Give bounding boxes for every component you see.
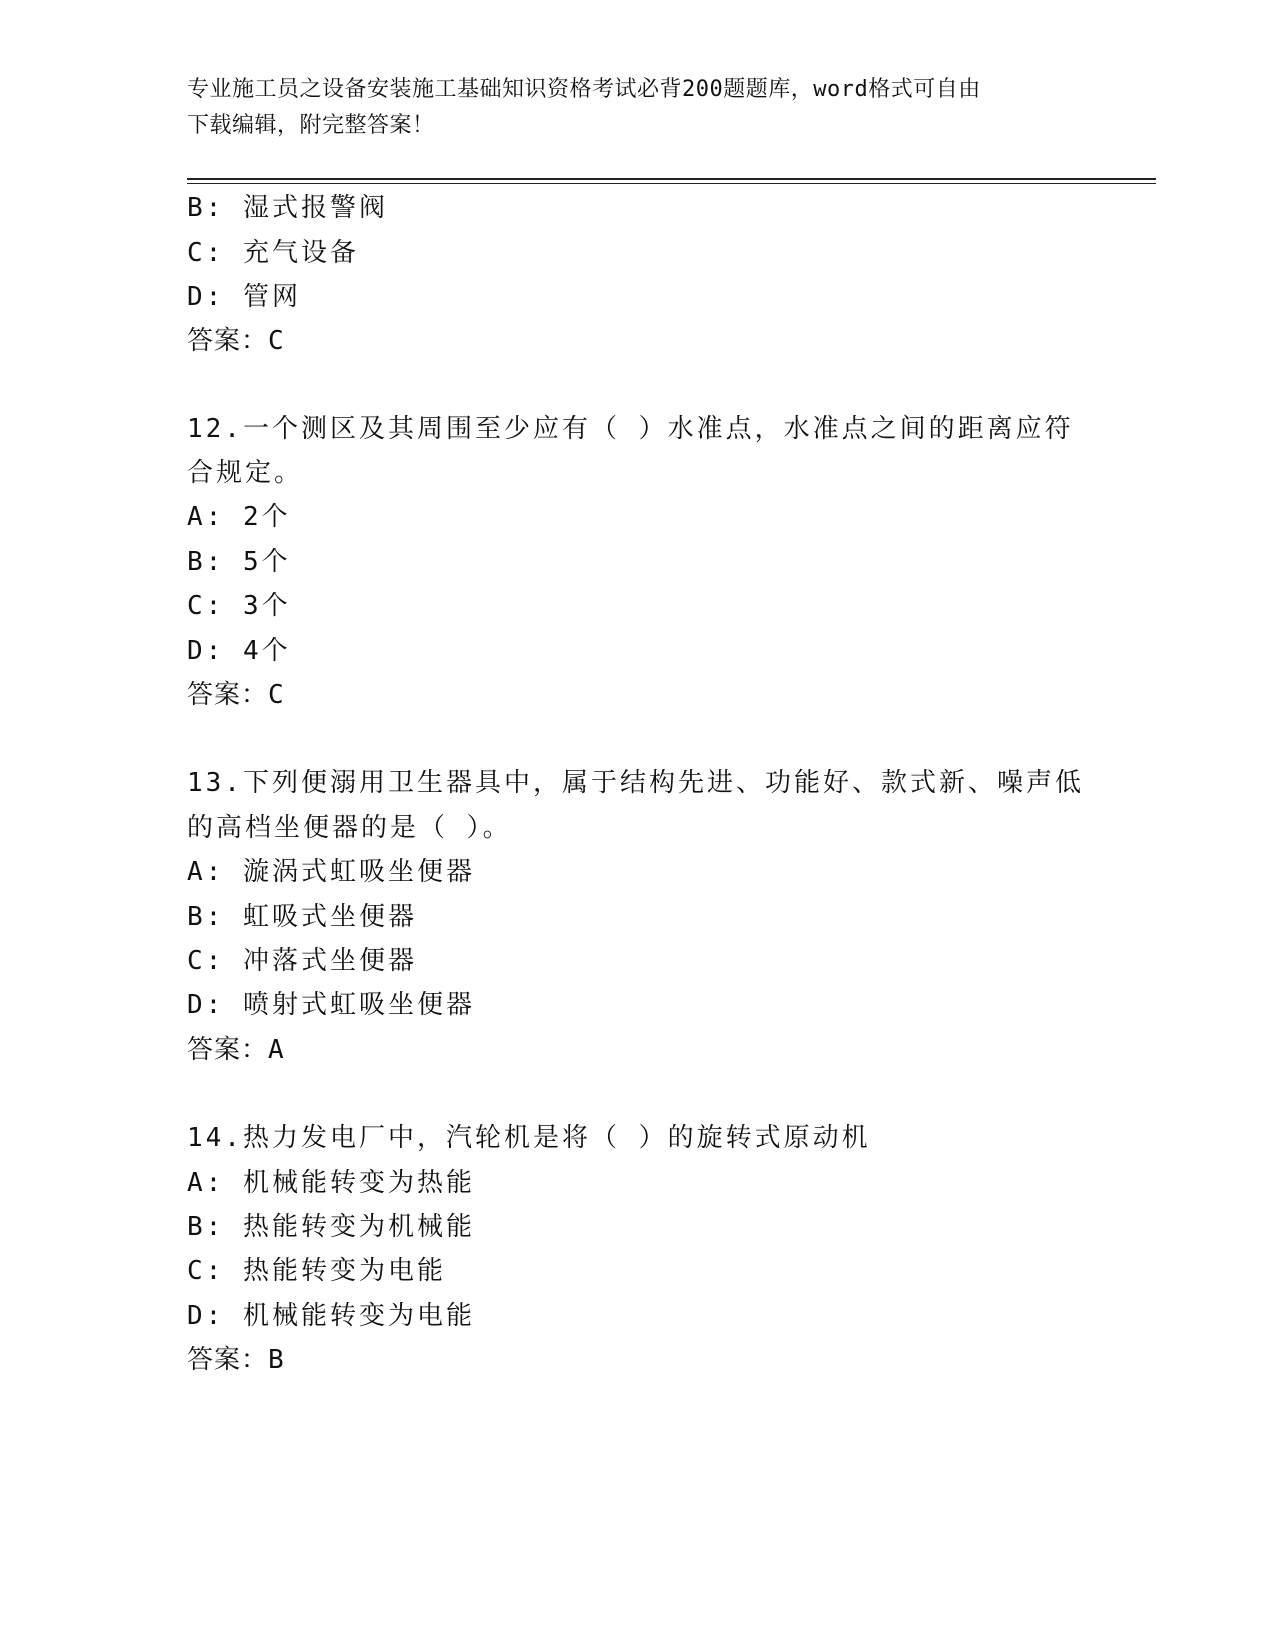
q14-option-a: A: 机械能转变为热能 (187, 1168, 475, 1198)
q13-option-d: D: 喷射式虹吸坐便器 (187, 990, 475, 1020)
q12-answer: 答案：C (187, 680, 285, 710)
q13-option-a: A: 漩涡式虹吸坐便器 (187, 857, 475, 887)
q12-option-d: D: 4个 (187, 636, 291, 666)
q13-answer: 答案：A (187, 1035, 285, 1065)
document-header (187, 72, 1067, 144)
header-rule-thick (187, 178, 1156, 180)
header-line-1: 专业施工员之设备安装施工基础知识资格考试必背200题题库，word格式可自由 (187, 77, 981, 102)
q13-stem-line-2: 的高档坐便器的是（ ）。 (187, 813, 512, 843)
q14-answer: 答案：B (187, 1345, 285, 1375)
q12-stem-line-1: 12.一个测区及其周围至少应有（ ）水准点，水准点之间的距离应符 (187, 414, 1074, 444)
q11-option-d: D: 管网 (187, 282, 301, 312)
q12-option-b: B: 5个 (187, 547, 291, 577)
q12-option-c: C: 3个 (187, 591, 291, 621)
q11-answer: 答案：C (187, 326, 285, 356)
q13-option-c: C: 冲落式坐便器 (187, 946, 417, 976)
header-line-2: 下载编辑，附完整答案！ (187, 113, 435, 138)
q14-option-c: C: 热能转变为电能 (187, 1256, 446, 1286)
q11-option-c: C: 充气设备 (187, 238, 359, 268)
q12-option-a: A: 2个 (187, 502, 291, 532)
q12-stem-line-2: 合规定。 (187, 458, 304, 488)
q11-option-b: B: 湿式报警阀 (187, 193, 388, 223)
q14-option-d: D: 机械能转变为电能 (187, 1301, 475, 1331)
q13-stem-line-1: 13.下列便溺用卫生器具中，属于结构先进、功能好、款式新、噪声低 (187, 768, 1084, 798)
q14-stem-line-1: 14.热力发电厂中，汽轮机是将（ ）的旋转式原动机 (187, 1123, 871, 1153)
q14-option-b: B: 热能转变为机械能 (187, 1212, 475, 1242)
q13-option-b: B: 虹吸式坐便器 (187, 902, 417, 932)
header-rule-thin (187, 183, 1156, 184)
